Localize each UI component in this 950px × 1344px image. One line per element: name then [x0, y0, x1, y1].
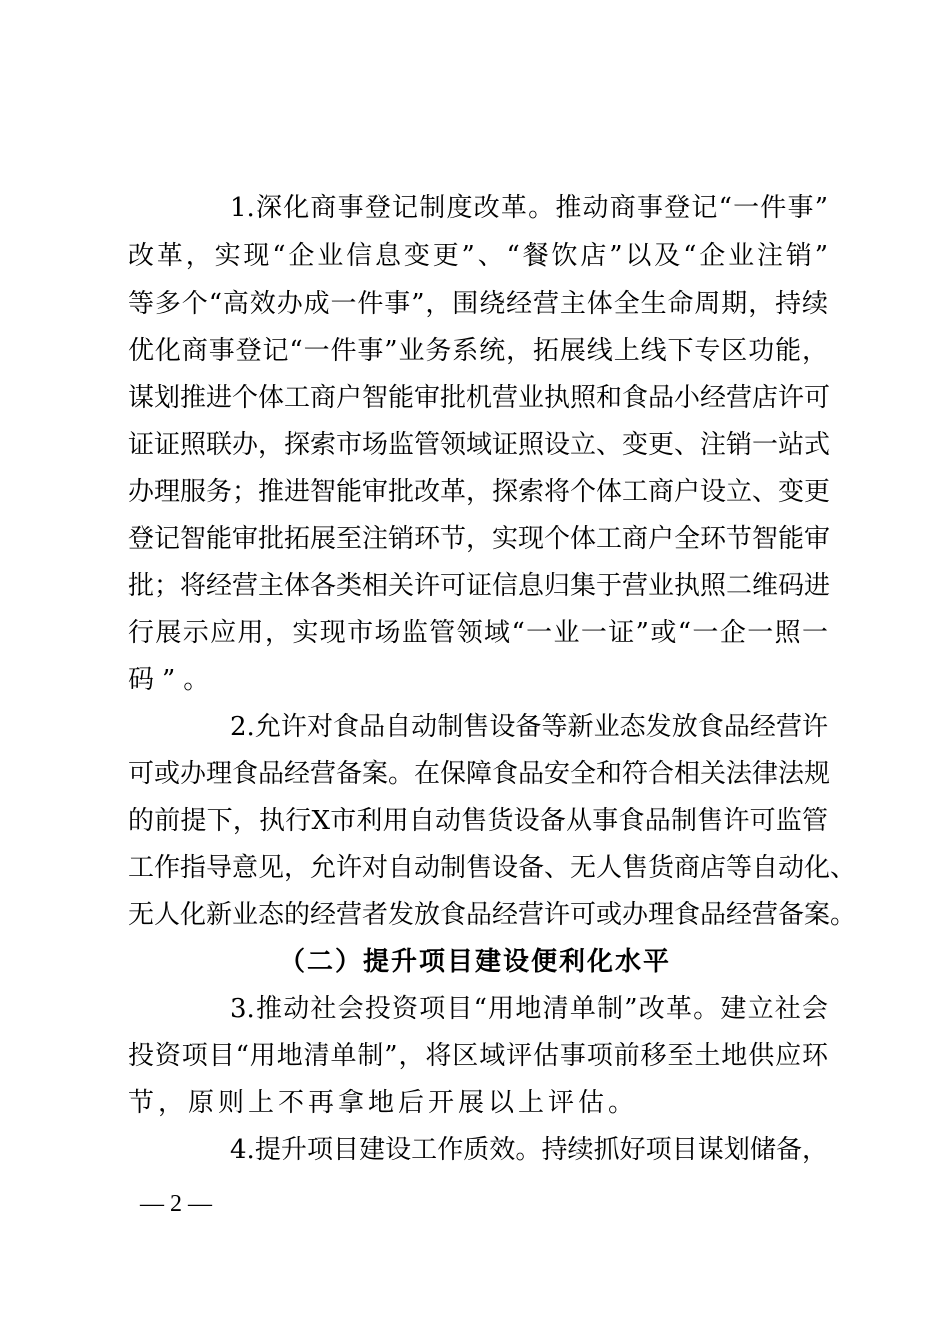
paragraph-1-line-4: 优化商事登记“一件事”业务系统，拓展线上线下专区功能，	[128, 336, 828, 366]
paragraph-3-line-2: 投资项目“用地清单制”，将区域评估事项前移至土地供应环	[128, 1041, 828, 1071]
paragraph-2-line-1: 2.允许对食品自动制售设备等新业态发放食品经营许	[230, 712, 828, 742]
section-heading: （二）提升项目建设便利化水平	[278, 947, 671, 977]
paragraph-1-line-3: 等多个“高效办成一件事”，围绕经营主体全生命周期，持续	[128, 289, 828, 319]
paragraph-1-line-9: 批；将经营主体各类相关许可证信息归集于营业执照二维码进	[128, 571, 831, 601]
paragraph-2-line-5: 无人化新业态的经营者发放食品经营许可或办理食品经营备案。	[128, 900, 857, 930]
paragraph-1-line-7: 办理服务；推进智能审批改革，探索将个体工商户设立、变更	[128, 477, 831, 507]
paragraph-1-line-5: 谋划推进个体工商户智能审批机营业执照和食品小经营店许可	[128, 383, 831, 413]
paragraph-3-line-3: 节，原则上不再拿地后开展以上评估。	[128, 1088, 639, 1118]
paragraph-1-line-11: 码”。	[128, 665, 218, 695]
paragraph-4-line-1: 4.提升项目建设工作质效。持续抓好项目谋划储备，	[230, 1135, 828, 1165]
paragraph-1-line-8: 登记智能审批拓展至注销环节，实现个体工商户全环节智能审	[128, 524, 831, 554]
paragraph-2-line-4: 工作指导意见，允许对自动制售设备、无人售货商店等自动化、	[128, 853, 857, 883]
paragraph-1-line-2: 改革，实现“企业信息变更”、“餐饮店”以及“企业注销”	[128, 241, 828, 271]
page-number: — 2 —	[140, 1191, 212, 1217]
paragraph-1-line-6: 证证照联办，探索市场监管领域证照设立、变更、注销一站式	[128, 430, 831, 460]
paragraph-1-line-1: 1.深化商事登记制度改革。推动商事登记“一件事”	[230, 193, 828, 223]
paragraph-3-line-1: 3.推动社会投资项目“用地清单制”改革。建立社会	[230, 994, 828, 1024]
paragraph-1-line-10: 行展示应用，实现市场监管领域“一业一证”或“一企一照一	[128, 618, 828, 648]
paragraph-2-line-3: 的前提下，执行X市利用自动售货设备从事食品制售许可监管	[128, 806, 828, 836]
paragraph-2-line-2: 可或办理食品经营备案。在保障食品安全和符合相关法律法规	[128, 759, 831, 789]
